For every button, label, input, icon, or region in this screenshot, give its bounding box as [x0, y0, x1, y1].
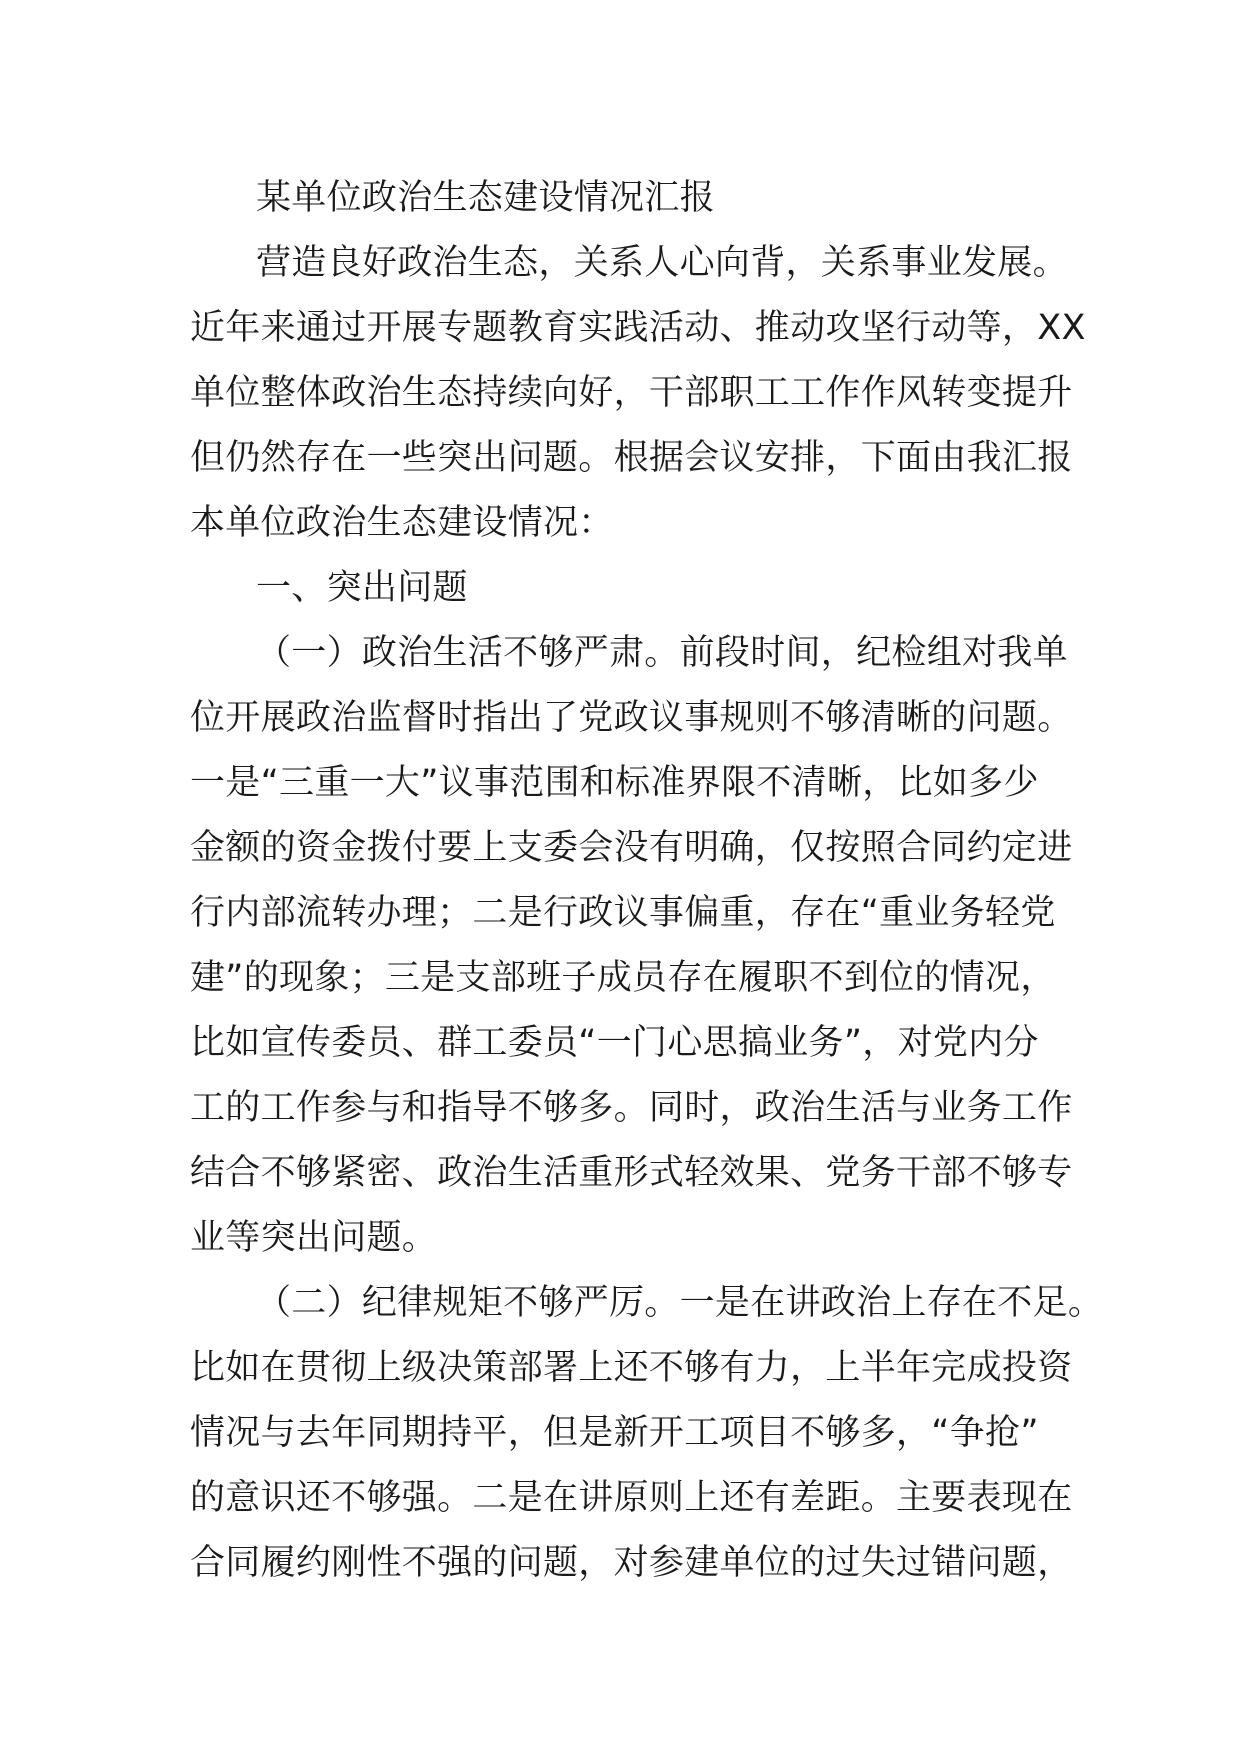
paragraph-1-line-7: 比如宣传委员、群工委员“一门心思搞业务”，对党内分 — [190, 1023, 1039, 1063]
paragraph-1-line-2: 位开展政治监督时指出了党政议事规则不够清晰的问题。 — [190, 698, 1073, 738]
paragraph-1-line-4: 金额的资金拨付要上支委会没有明确，仅按照合同约定进 — [190, 828, 1073, 868]
section-heading-1: 一、突出问题 — [256, 568, 468, 608]
paragraph-2-line-1: （二）纪律规矩不够严厉。一是在讲政治上存在不足。 — [256, 1283, 1104, 1323]
paragraph-intro-line-1: 营造良好政治生态，关系人心向背，关系事业发展。 — [256, 243, 1068, 283]
paragraph-1-line-1: （一）政治生活不够严肃。前段时间，纪检组对我单 — [256, 633, 1068, 673]
paragraph-1-line-5: 行内部流转办理；二是行政议事偏重，存在“重业务轻党 — [190, 893, 1056, 933]
paragraph-1-line-10: 业等突出问题。 — [190, 1218, 438, 1258]
paragraph-2-line-3: 情况与去年同期持平，但是新开工项目不够多，“争抢” — [190, 1413, 1039, 1453]
paragraph-intro-line-5: 本单位政治生态建设情况： — [190, 503, 614, 543]
paragraph-1-line-3: 一是“三重一大”议事范围和标准界限不清晰，比如多少 — [190, 763, 1039, 803]
paragraph-2-line-5: 合同履约刚性不强的问题，对参建单位的过失过错问题， — [190, 1543, 1073, 1583]
paragraph-1-line-6: 建”的现象；三是支部班子成员存在履职不到位的情况， — [190, 958, 1056, 998]
paragraph-1-line-9: 结合不够紧密、政治生活重形式轻效果、党务干部不够专 — [190, 1153, 1073, 1193]
document-title: 某单位政治生态建设情况汇报 — [256, 178, 715, 218]
paragraph-1-line-8: 工的工作参与和指导不够多。同时，政治生活与业务工作 — [190, 1088, 1073, 1128]
paragraph-intro-line-4: 但仍然存在一些突出问题。根据会议安排，下面由我汇报 — [190, 438, 1073, 478]
paragraph-2-line-4: 的意识还不够强。二是在讲原则上还有差距。主要表现在 — [190, 1478, 1073, 1518]
paragraph-intro-line-3: 单位整体政治生态持续向好，干部职工工作作风转变提升 — [190, 373, 1073, 413]
paragraph-intro-line-2: 近年来通过开展专题教育实践活动、推动攻坚行动等，XX — [190, 308, 1086, 348]
document-body — [190, 166, 1104, 1596]
paragraph-2-line-2: 比如在贯彻上级决策部署上还不够有力，上半年完成投资 — [190, 1348, 1073, 1388]
